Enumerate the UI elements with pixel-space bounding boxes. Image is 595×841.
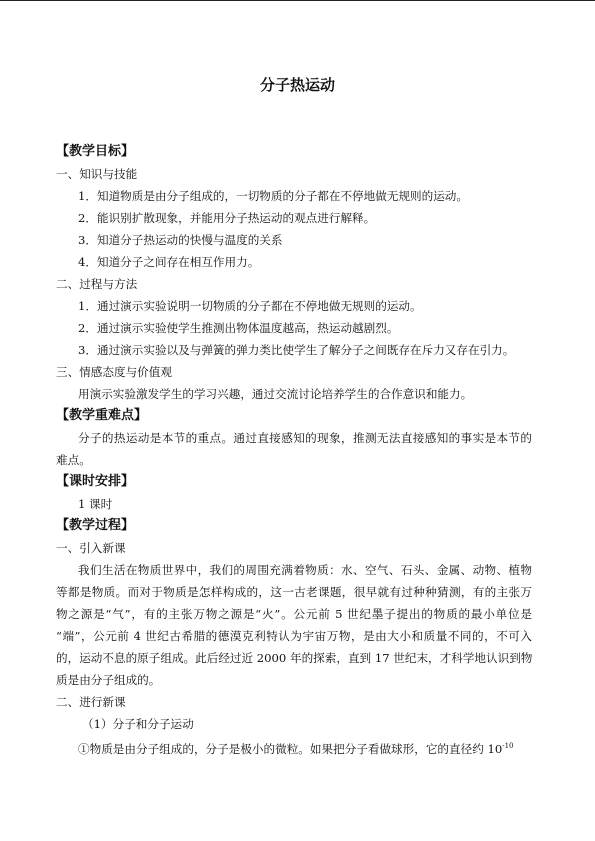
knowledge-label: 一、知识与技能 xyxy=(56,167,138,181)
key-points-line: 分子的热运动是本节的重点。通过直接感知的现象，推测无法直接感知的事实是本节的 xyxy=(78,431,532,445)
attitude-text: 用演示实验激发学生的学习兴趣，通过交流讨论培养学生的合作意识和能力。 xyxy=(78,387,473,401)
objectives-heading: 【教学目标】 xyxy=(56,144,135,159)
intro-line: 的，运动不息的原子组成。此后经过近 2000 年的探索，直到 17 世纪末，才科学地认识到物 xyxy=(56,651,533,665)
knowledge-item: 3．知道分子热运动的快慢与温度的关系 xyxy=(78,233,283,247)
new-lesson-subheading: （1）分子和分子运动 xyxy=(82,717,194,731)
knowledge-item: 1．知道物质是由分子组成的，一切物质的分子都在不停地做无规则的运动。 xyxy=(78,189,468,203)
process-heading: 【教学过程】 xyxy=(56,518,135,533)
intro-line: 质是由分子组成的。 xyxy=(56,673,161,687)
knowledge-item: 4．知道分子之间存在相互作用力。 xyxy=(78,255,260,269)
process-item: 2．通过演示实验使学生推测出物体温度越高，热运动越剧烈。 xyxy=(78,321,399,335)
page-title: 分子热运动 xyxy=(259,76,335,94)
new-lesson-line xyxy=(78,738,514,757)
attitude-label: 三、情感态度与价值观 xyxy=(56,365,172,379)
process-item: 3．通过演示实验以及与弹簧的弹力类比使学生了解分子之间既存在斥力又存在引力。 xyxy=(78,343,515,357)
knowledge-item: 2．能识别扩散现象，并能用分子热运动的观点进行解释。 xyxy=(78,211,376,225)
top-rule xyxy=(0,0,595,1)
process-item: 1．通过演示实验说明一切物质的分子都在不停地做无规则的运动。 xyxy=(78,299,422,313)
schedule-text: 1 课时 xyxy=(78,497,113,511)
new-lesson-label: 二、进行新课 xyxy=(56,695,126,709)
intro-line: 我们生活在物质世界中，我们的周围充满着物质：水、空气、石头、金属、动物、植物 xyxy=(78,563,532,577)
key-points-line: 难点。 xyxy=(56,453,91,467)
intro-line: “端”，公元前 4 世纪古希腊的德漠克利特认为宇宙万物，是由大小和质量不同的，不可入 xyxy=(56,629,532,643)
intro-line: 等都是物质。而对于物质是怎样构成的，这一古老课题，很早就有过种种猜测，有的主张万 xyxy=(56,585,532,599)
schedule-heading: 【课时安排】 xyxy=(56,474,135,489)
key-points-heading: 【教学重难点】 xyxy=(56,408,148,423)
intro-line: 物之源是“气”，有的主张万物之源是“火”。公元前 5 世纪墨子提出的物质的最小单位是 xyxy=(56,607,532,621)
process-label: 二、过程与方法 xyxy=(56,277,138,291)
new-lesson-line-text: ①物质是由分子组成的，分子是极小的微粒。如果把分子看做球形，它的直径约 10 xyxy=(78,741,503,756)
exponent: -10 xyxy=(502,742,514,750)
intro-label: 一、引入新课 xyxy=(56,541,126,555)
